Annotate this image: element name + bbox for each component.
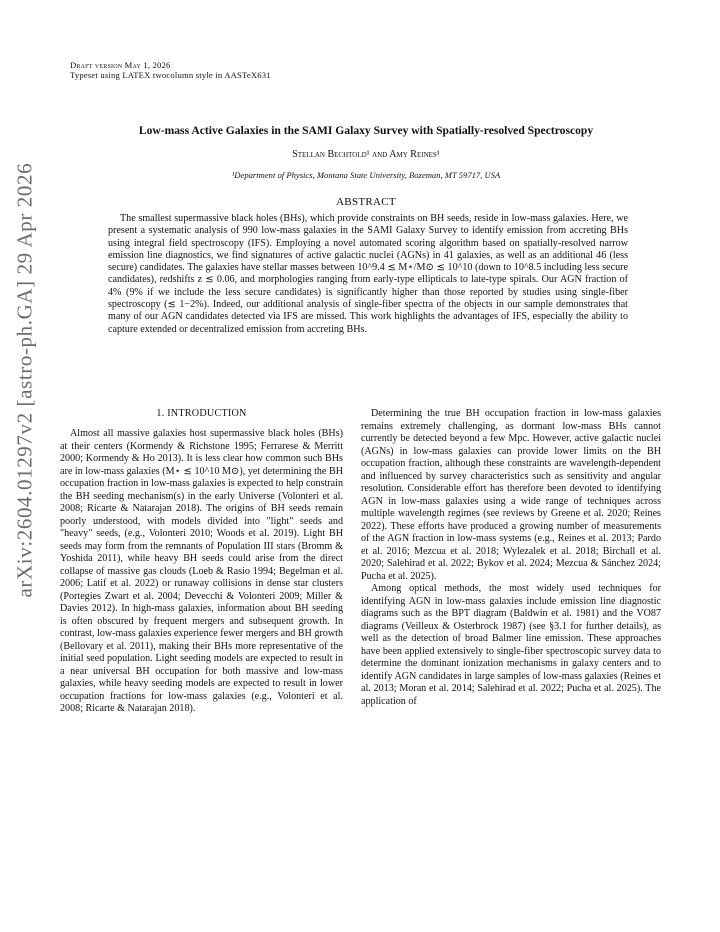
- intro-paragraph-3: Among optical methods, the most widely used techniques for identifying AGN in low-mass galaxies include emission line diagnostic diagrams such as the BPT diagram (Baldwin et al. 1981) and the VO87 diagrams (Veilleux & Osterbrock 1987) (see §3.1 for further details), as well as the detection of broad Balmer line emission. These approaches have been applied extensively to single-fiber spectroscopic survey data to determine the dominant ionization mechanisms in galaxy centers and to identify AGN candidates in large samples of low-mass galaxies (Reines et al. 2013; Moran et al. 2014; Salehirad et al. 2022; Pucha et al. 2025). The application of: [361, 583, 661, 707]
- typeset-note: Typeset using LATEX twocolumn style in AASTeX631: [70, 70, 271, 80]
- abstract-heading: ABSTRACT: [336, 196, 396, 208]
- section-heading-introduction: 1. INTRODUCTION: [156, 408, 247, 419]
- intro-paragraph-2: Determining the true BH occupation fraction in low-mass galaxies remains extremely challenging, as dormant low-mass BHs cannot currently be detected beyond a few Mpc. However, active galactic nuclei (AGNs) in low-mass galaxies can provide lower limits on the BH occupation fraction, although these constraints are wavelength-dependent and influenced by survey characteristics such as sensitivity and angular resolution. Considerable effort has therefore been devoted to identifying AGN in low-mass galaxies using a wide range of techniques across multiple wavelength regimes (see reviews by Greene et al. 2020; Reines 2022). These efforts have produced a growing number of measurements of the AGN fraction in low-mass systems (e.g., Reines et al. 2013; Pardo et al. 2016; Mezcua et al. 2018; Wylezalek et al. 2018; Birchall et al. 2020; Salehirad et al. 2022; Bykov et al. 2024; Mezcua & Sánchez 2024; Pucha et al. 2025).: [361, 408, 661, 582]
- draft-header: [70, 60, 271, 80]
- author-list: Stellan Bechtold¹ and Amy Reines¹: [292, 149, 440, 160]
- paper-title: Low-mass Active Galaxies in the SAMI Galaxy Survey with Spatially-resolved Spectroscopy: [138, 124, 594, 137]
- arxiv-identifier: arXiv:2604.01297v2 [astro-ph.GA] 29 Apr 2026: [12, 162, 37, 598]
- abstract-text: The smallest supermassive black holes (BHs), which provide constraints on BH seeds, reside in low-mass galaxies. Here, we present a systematic analysis of 990 low-mass galaxies in the SAMI Galaxy Survey to identify emission from accreting BHs using integral field spectroscopy (IFS). Employing a novel automated scoring algorithm based on spatially-resolved narrow emission line diagnostics, we find signatures of active galactic nuclei (AGNs) in 41 galaxies, as well as an additional 46 (less secure) candidates. The galaxies have stellar masses between 10^9.4 ≲ M⋆/M⊙ ≲ 10^10 (down to 10^8.5 including less secure candidates), redshifts z ≲ 0.06, and morphologies ranging from early-type ellipticals to late-type spirals. Our AGN fraction of 4% (9% if we include the less secure candidates) is significantly higher than those reported by studies using single-fiber spectroscopy (≲ 1−2%). Indeed, our additional analysis of single-fiber spectra of the objects in our sample demonstrates that many of our AGN candidates detected via IFS are missed. This work highlights the advantages of IFS, especially the ability to capture extended or decentralized emission from accreting BHs.: [108, 213, 628, 335]
- right-column: [361, 408, 661, 708]
- intro-paragraph-1: Almost all massive galaxies host supermassive black holes (BHs) at their centers (Kormendy & Richstone 1995; Ferrarese & Merritt 2000; Kormendy & Ho 2013). It is less clear how common such BHs are in low-mass galaxies (M⋆ ≲ 10^10 M⊙), yet determining the BH occupation fraction in low-mass galaxies is expected to help constrain the BH seeding mechanism(s) in the early Universe (Volonteri et al. 2008; Ricarte & Natarajan 2018). The origins of BH seeds remain poorly understood, with models divided into "light" seeds and "heavy" seeds, (e.g., Volonteri 2010; Woods et al. 2019). Light BH seeds may form from the remnants of Population III stars (Bromm & Yoshida 2011), while heavy BH seeds could arise from the direct collapse of massive gas clouds (Loeb & Rasio 1994; Begelman et al. 2006; Latif et al. 2022) or runaway collisions in dense star clusters (Portegies Zwart et al. 2004; Devecchi & Volonteri 2009; Miller & Davies 2012). In high-mass galaxies, information about BH seeding is often obscured by frequent mergers and subsequent growth. In contrast, low-mass galaxies experience fewer mergers and BH growth (Bellovary et al. 2011), making their BHs more representative of the initial seed population. Light seeding models are expected to result in a near universal BH occupation for both massive and low-mass galaxies, while heavy seeding models are expected to result in lower occupation fractions for low-mass galaxies (e.g., Volonteri et al. 2008; Ricarte & Natarajan 2018).: [60, 428, 343, 714]
- draft-version: Draft version May 1, 2026: [70, 60, 171, 70]
- left-column: [60, 428, 343, 716]
- affiliation: ¹Department of Physics, Montana State University, Bozeman, MT 59717, USA: [231, 170, 501, 180]
